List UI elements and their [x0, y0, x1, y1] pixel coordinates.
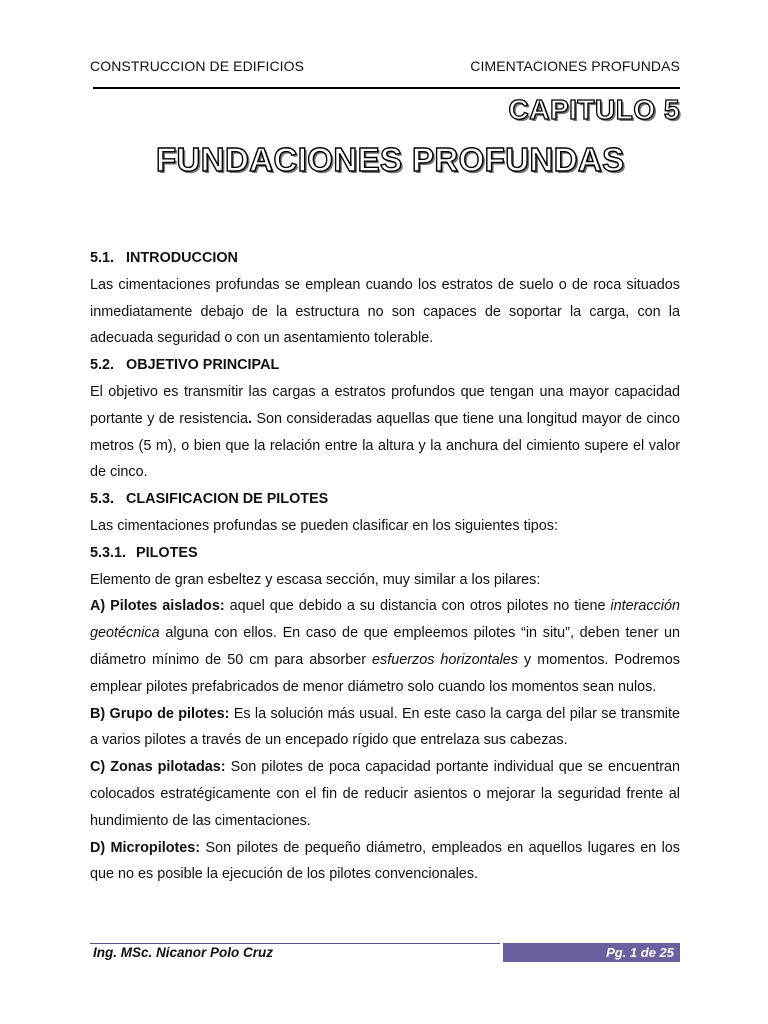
- footer-divider: [90, 943, 500, 944]
- item-zonas-pilotadas: [90, 754, 680, 834]
- text-run: Es la solución más usual. En este caso la carga del pilar se transmite a varios pilotes a través de un encepado rígido que entrelaza sus cabezas.: [90, 705, 681, 749]
- header-left-text: CONSTRUCCION DE EDIFICIOS: [90, 58, 305, 74]
- document-page: [90, 0, 680, 1024]
- footer-author: Ing. MSc. Nicanor Polo Cruz: [93, 945, 274, 960]
- text-run-bold: .: [247, 410, 252, 427]
- text-run: Son pilotes de poca capacidad portante individual que se encuentran colocados estratégicamente con el fin de reducir asientos o mejorar la seguridad frente al hundimiento de las cimentaciones.: [90, 759, 681, 829]
- item-label: B) Grupo de pilotes:: [90, 705, 230, 722]
- section-number: 5.3.: [90, 491, 115, 508]
- item-label: A) Pilotes aislados:: [90, 598, 225, 615]
- text-run: y momentos. Podremos emplear pilotes prefabricados de menor diámetro solo cuando los momentos sean nulos.: [90, 651, 680, 695]
- section-heading-5-1: [90, 245, 680, 272]
- text-run: Son consideradas aquellas que tiene una longitud mayor de cinco metros (5 m), o bien que la relación entre la altura y la anchura del cimiento supere el valor de cinco.: [90, 410, 680, 481]
- item-label: C) Zonas pilotadas:: [90, 759, 226, 776]
- section-number: 5.3.1.: [90, 544, 127, 561]
- item-label: D) Micropilotes:: [90, 839, 201, 856]
- page-footer: [90, 943, 680, 962]
- section-title: INTRODUCCION: [126, 250, 238, 266]
- section-heading-5-2: [90, 352, 680, 379]
- text-run: alguna con ellos. En caso de que empleemos pilotes “in situ”, deben tener un diámetro mínimo de 50 cm para absorber: [90, 625, 680, 668]
- page-number: Pg. 1 de 25: [503, 943, 680, 962]
- section-title: CLASIFICACION DE PILOTES: [126, 491, 329, 508]
- page-header: [90, 58, 680, 74]
- header-right-text: CIMENTACIONES PROFUNDAS: [470, 58, 680, 74]
- section-number: 5.1.: [90, 250, 115, 266]
- paragraph-pilotes: Elemento de gran esbeltez y escasa sección, muy similar a los pilares:: [90, 571, 541, 588]
- paragraph-introduccion: Las cimentaciones profundas se emplean cuando los estratos de suelo o de roca situados inmediatamente debajo de la estructura no son capaces de soportar la carga, con la adecuada seguridad o con un asentamiento tolerable.: [90, 276, 680, 347]
- item-pilotes-aislados: [90, 593, 680, 700]
- text-run: El objetivo es transmitir las cargas a estratos profundos que tengan una mayor capacidad portante y de resistencia: [90, 383, 680, 427]
- header-divider: [93, 87, 680, 89]
- section-heading-5-3: [90, 486, 680, 513]
- item-micropilotes: [90, 835, 680, 889]
- text-run: Son pilotes de pequeño diámetro, empleados en aquellos lugares en los que no es posible la ejecución de los pilotes convencionales.: [90, 839, 680, 883]
- paragraph-clasificacion: Las cimentaciones profundas se pueden clasificar en los siguientes tipos:: [90, 517, 558, 534]
- chapter-heading: CAPITULO 5: [508, 94, 680, 125]
- section-title: PILOTES: [136, 544, 198, 561]
- section-number: 5.2.: [90, 357, 115, 374]
- document-body: [90, 245, 680, 888]
- paragraph-objetivo: [90, 379, 680, 486]
- section-heading-5-3-1: [90, 540, 680, 567]
- text-run-italic: esfuerzos horizontales: [372, 651, 519, 668]
- text-run-italic: interacción geotécnica: [90, 598, 680, 642]
- text-run: aquel que debido a su distancia con otros pilotes no tiene: [224, 598, 611, 615]
- item-grupo-de-pilotes: [90, 701, 680, 755]
- section-title: OBJETIVO PRINCIPAL: [126, 357, 280, 374]
- document-title: FUNDACIONES PROFUNDAS: [156, 141, 625, 178]
